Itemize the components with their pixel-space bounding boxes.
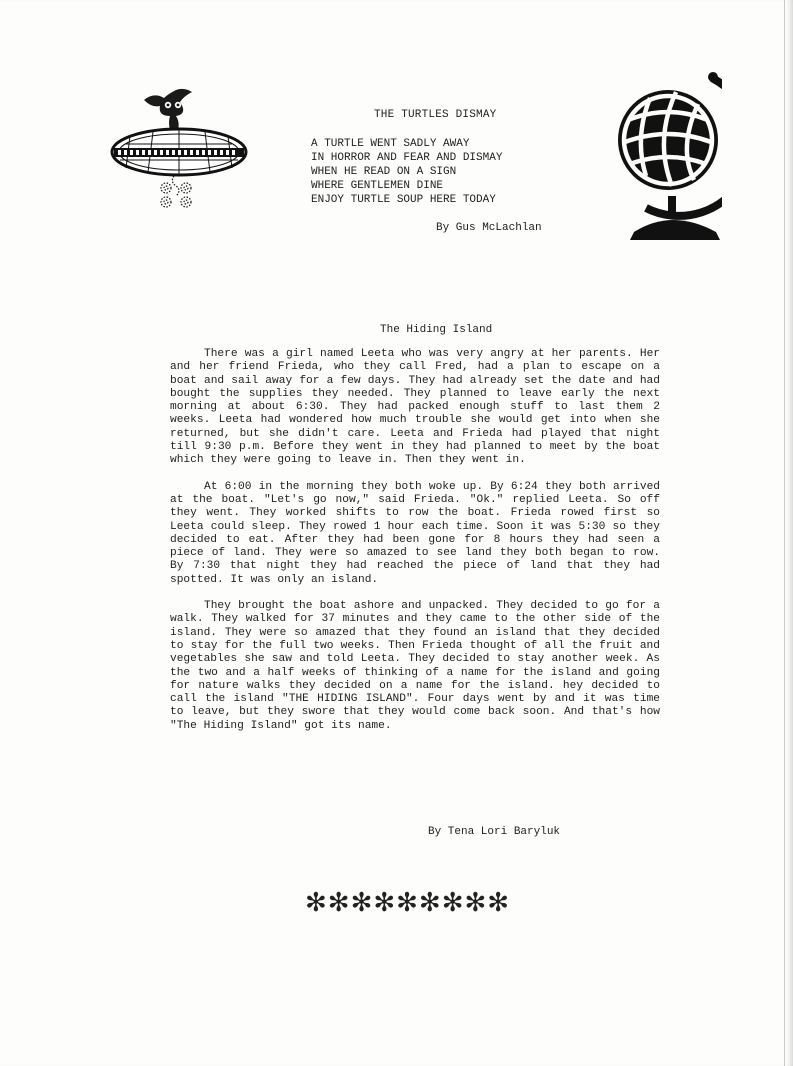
poem-line: ENJOY TURTLE SOUP HERE TODAY [311,194,496,206]
ufo-alien-illustration [108,88,250,212]
story-author: By Tena Lori Baryluk [428,826,561,838]
story-paragraph: There was a girl named Leeta who was very angry at her parents. Her and her friend Frieda, who they call Fred, had a plan to escape on a boat and sail away for a few days. They had already set the date and had bought the supplies they needed. They planned to leave early the next morning at about 6:30. They had packed enough stuff to last them 2 weeks. Leeta had wondered how much trouble she would get into when she returned, but she didn't care. Leeta and Frieda had played that night till 9:30 p.m. Before they went in they had planned to meet by the boat which they were going to leave in. Then they went in. [170,348,660,467]
globe-illustration [616,68,722,242]
story-body [170,348,660,746]
poem-line: A TURTLE WENT SADLY AWAY [311,138,470,150]
story-paragraph: They brought the boat ashore and unpacked. They decided to go for a walk. They walked for 37 minutes and they came to the other side of the island. They were so amazed that they found an island that they decided to stay for the full two weeks. Then Frieda thought of all the fruit and vegetables she saw and told Leeta. They decided to stay another week. As the two and a half weeks of thinking of a name for the island and going for nature walks they decided on a name for the island. hey decided to call the island "THE HIDING ISLAND". Four days went by and it was time to leave, but they swore that they would come back soon. And that's how "The Hiding Island" got its name. [170,600,660,732]
poem-body [311,137,502,207]
story-title: The Hiding Island [380,324,493,336]
story-paragraph: At 6:00 in the morning they both woke up. By 6:24 they both arrived at the boat. "Let's go now," said Frieda. "Ok." replied Leeta. So off they went. They worked shifts to row the boat. Frieda rowed first so Leeta could sleep. They rowed 1 hour each time. Soon it was 5:30 so they decided to eat. After they had been gone for 8 hours they had seen a piece of land. They were so amazed to see land they both began to row. By 7:30 that night they had reached the piece of land that they had spotted. It was only an island. [170,480,660,586]
poem-author: By Gus McLachlan [436,222,542,234]
poem-title: THE TURTLES DISMAY [374,109,497,121]
page-fold-line [784,0,785,1066]
poem-line: WHERE GENTLEMEN DINE [311,180,444,192]
poem-line: IN HORROR AND FEAR AND DISMAY [311,152,503,164]
poem-line: WHEN HE READ ON A SIGN [311,166,457,178]
asterisk-divider: ✻✻✻✻✻✻✻✻✻ [305,888,511,918]
